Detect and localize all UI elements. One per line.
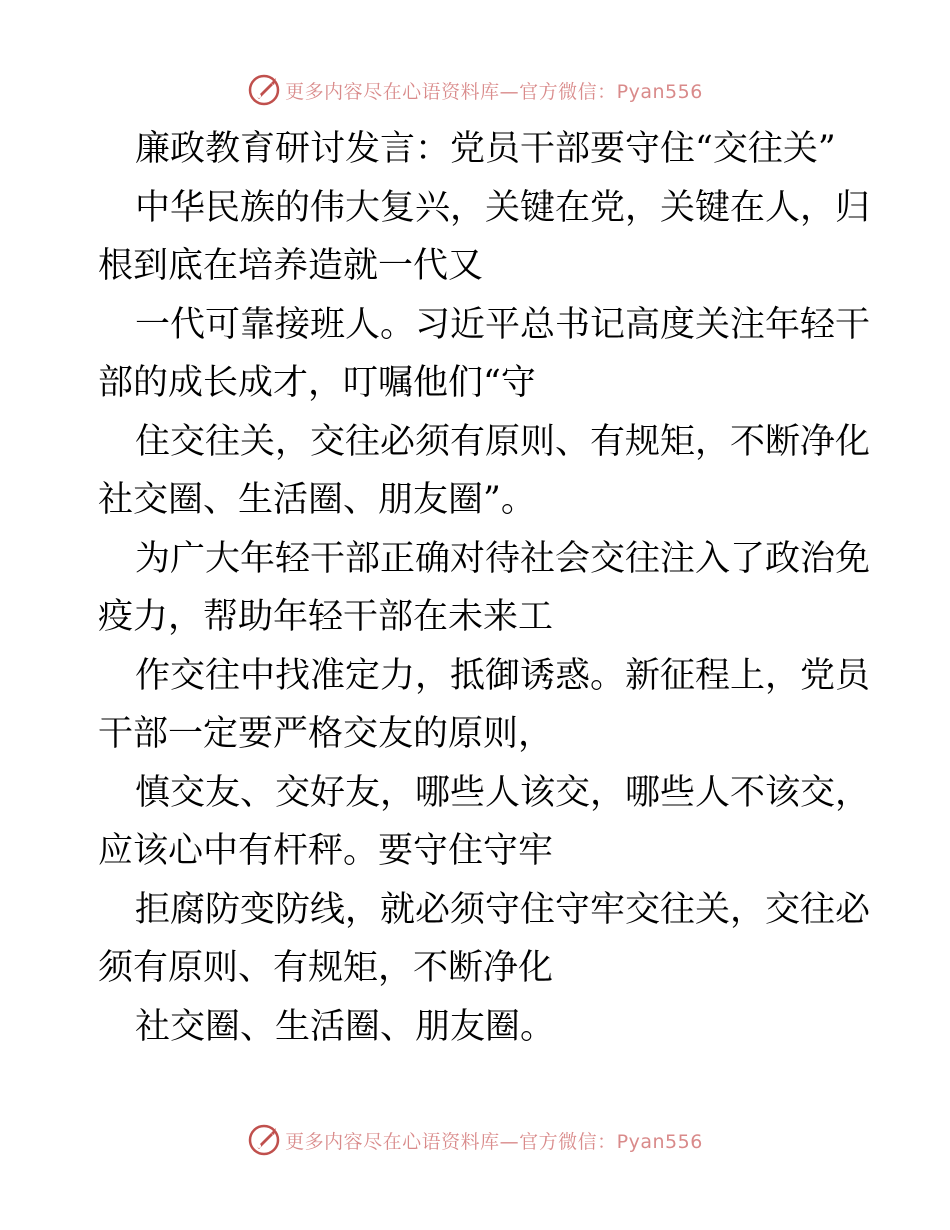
paragraph-line: 应该心中有杆秤。要守住守牢 [98,831,554,871]
header-watermark [0,70,950,110]
paragraph-line: 社交圈、生活圈、朋友圈”。 [98,480,536,520]
paragraph-line: 部的成长成才，叮嘱他们“守 [98,363,536,403]
paragraph-line: 须有原则、有规矩，不断净化 [98,948,554,988]
paragraph-line: 住交往关，交往必须有原则、有规矩，不断净化 [135,421,871,462]
paragraph-line: 根到底在培养造就一代又 [98,246,484,286]
quill-logo-icon [247,1123,281,1157]
paragraph-line: 拒腐防变防线，就必须守住守牢交往关，交往必 [135,889,871,930]
paragraph-line: 社交圈、生活圈、朋友圈。 [135,1006,556,1047]
watermark-text: 更多内容尽在心语资料库—官方微信：Pyan556 [285,80,703,103]
paragraph-line: 中华民族的伟大复兴，关键在党，关键在人，归 [135,187,871,228]
watermark-text: 更多内容尽在心语资料库—官方微信：Pyan556 [285,1130,703,1153]
paragraph-line: 一代可靠接班人。习近平总书记高度关注年轻干 [135,304,871,345]
paragraph-line: 疫力，帮助年轻干部在未来工 [98,597,554,637]
paragraph-line: 作交往中找准定力，抵御诱惑。新征程上，党员 [135,655,871,696]
paragraph-line: 慎交友、交好友，哪些人该交，哪些人不该交， [135,772,871,813]
footer-watermark [0,1120,950,1160]
quill-logo-icon [247,73,281,107]
paragraph-line: 干部一定要严格交友的原则， [98,714,554,754]
paragraph-line: 为广大年轻干部正确对待社会交往注入了政治免 [135,538,871,579]
document-title: 廉政教育研讨发言：党员干部要守住“交往关” [135,129,836,169]
document-body [98,120,871,1056]
